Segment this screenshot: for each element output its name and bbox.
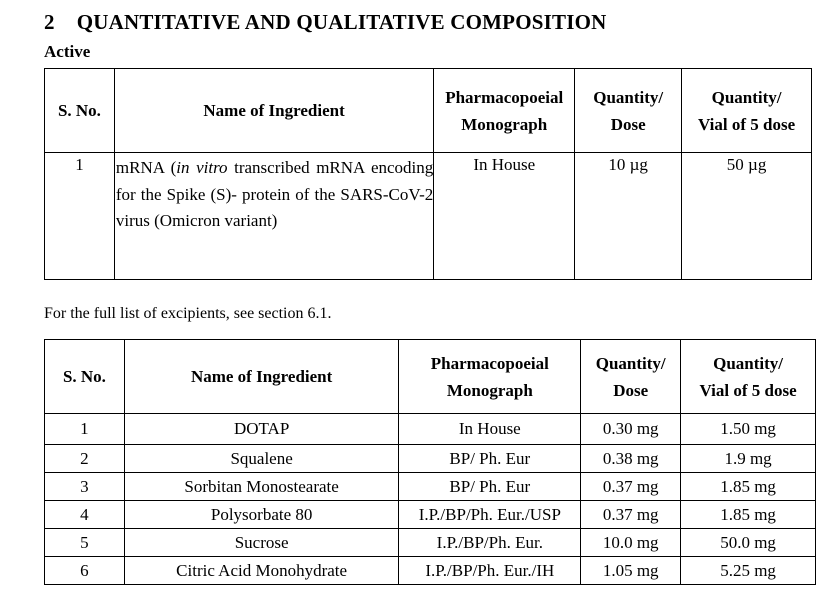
header-vial: Quantity/ Vial of 5 dose	[682, 69, 812, 153]
cell-dose: 10.0 mg	[581, 529, 681, 557]
cell-sno: 3	[45, 473, 125, 501]
cell-dose: 1.05 mg	[581, 557, 681, 585]
cell-vial: 1.9 mg	[681, 445, 816, 473]
cell-dose: 10 µg	[575, 153, 682, 280]
section-heading	[44, 10, 606, 35]
cell-ingredient-name: Sorbitan Monostearate	[124, 473, 399, 501]
cell-vial: 50.0 mg	[681, 529, 816, 557]
cell-vial: 1.85 mg	[681, 501, 816, 529]
cell-monograph: I.P./BP/Ph. Eur.	[399, 529, 581, 557]
cell-ingredient-name: Squalene	[124, 445, 399, 473]
cell-sno: 1	[45, 414, 125, 445]
table-row	[45, 414, 816, 445]
header-monograph: Pharmacopoeial Monograph	[399, 340, 581, 414]
header-vial: Quantity/ Vial of 5 dose	[681, 340, 816, 414]
cell-sno: 5	[45, 529, 125, 557]
section-number: 2	[44, 10, 55, 34]
cell-ingredient-name: Citric Acid Monohydrate	[124, 557, 399, 585]
header-dose: Quantity/ Dose	[581, 340, 681, 414]
header-monograph: Pharmacopoeial Monograph	[434, 69, 575, 153]
cell-vial: 1.50 mg	[681, 414, 816, 445]
cell-ingredient-name: DOTAP	[124, 414, 399, 445]
header-name: Name of Ingredient	[124, 340, 399, 414]
cell-monograph: BP/ Ph. Eur	[399, 445, 581, 473]
active-subheading: Active	[44, 42, 91, 61]
cell-sno: 2	[45, 445, 125, 473]
excipient-note: For the full list of excipients, see section 6.1.	[44, 305, 332, 322]
excipient-table	[44, 339, 816, 585]
cell-sno: 4	[45, 501, 125, 529]
cell-dose: 0.30 mg	[581, 414, 681, 445]
cell-monograph: I.P./BP/Ph. Eur./USP	[399, 501, 581, 529]
cell-vial: 50 µg	[682, 153, 812, 280]
cell-dose: 0.37 mg	[581, 501, 681, 529]
cell-monograph: I.P./BP/Ph. Eur./IH	[399, 557, 581, 585]
cell-dose: 0.38 mg	[581, 445, 681, 473]
cell-ingredient-name: Polysorbate 80	[124, 501, 399, 529]
header-sno: S. No.	[45, 340, 125, 414]
table-row	[45, 501, 816, 529]
cell-sno: 6	[45, 557, 125, 585]
cell-vial: 1.85 mg	[681, 473, 816, 501]
table-header-row	[45, 69, 812, 153]
section-title: QUANTITATIVE AND QUALITATIVE COMPOSITION	[76, 10, 607, 34]
table-row	[45, 529, 816, 557]
active-ingredient-table	[44, 68, 812, 280]
cell-dose: 0.37 mg	[581, 473, 681, 501]
header-name: Name of Ingredient	[114, 69, 433, 153]
cell-ingredient-name: mRNA (in vitro transcribed mRNA encoding for the Spike (S)- protein of the SARS-CoV-2 virus (Omicron variant)	[114, 153, 433, 280]
cell-monograph: In House	[434, 153, 575, 280]
table-row	[45, 445, 816, 473]
cell-monograph: BP/ Ph. Eur	[399, 473, 581, 501]
cell-sno: 1	[45, 153, 115, 280]
table-row	[45, 473, 816, 501]
cell-ingredient-name: Sucrose	[124, 529, 399, 557]
table-row	[45, 153, 812, 280]
header-sno: S. No.	[45, 69, 115, 153]
cell-monograph: In House	[399, 414, 581, 445]
cell-vial: 5.25 mg	[681, 557, 816, 585]
table-row	[45, 557, 816, 585]
table-header-row	[45, 340, 816, 414]
header-dose: Quantity/ Dose	[575, 69, 682, 153]
